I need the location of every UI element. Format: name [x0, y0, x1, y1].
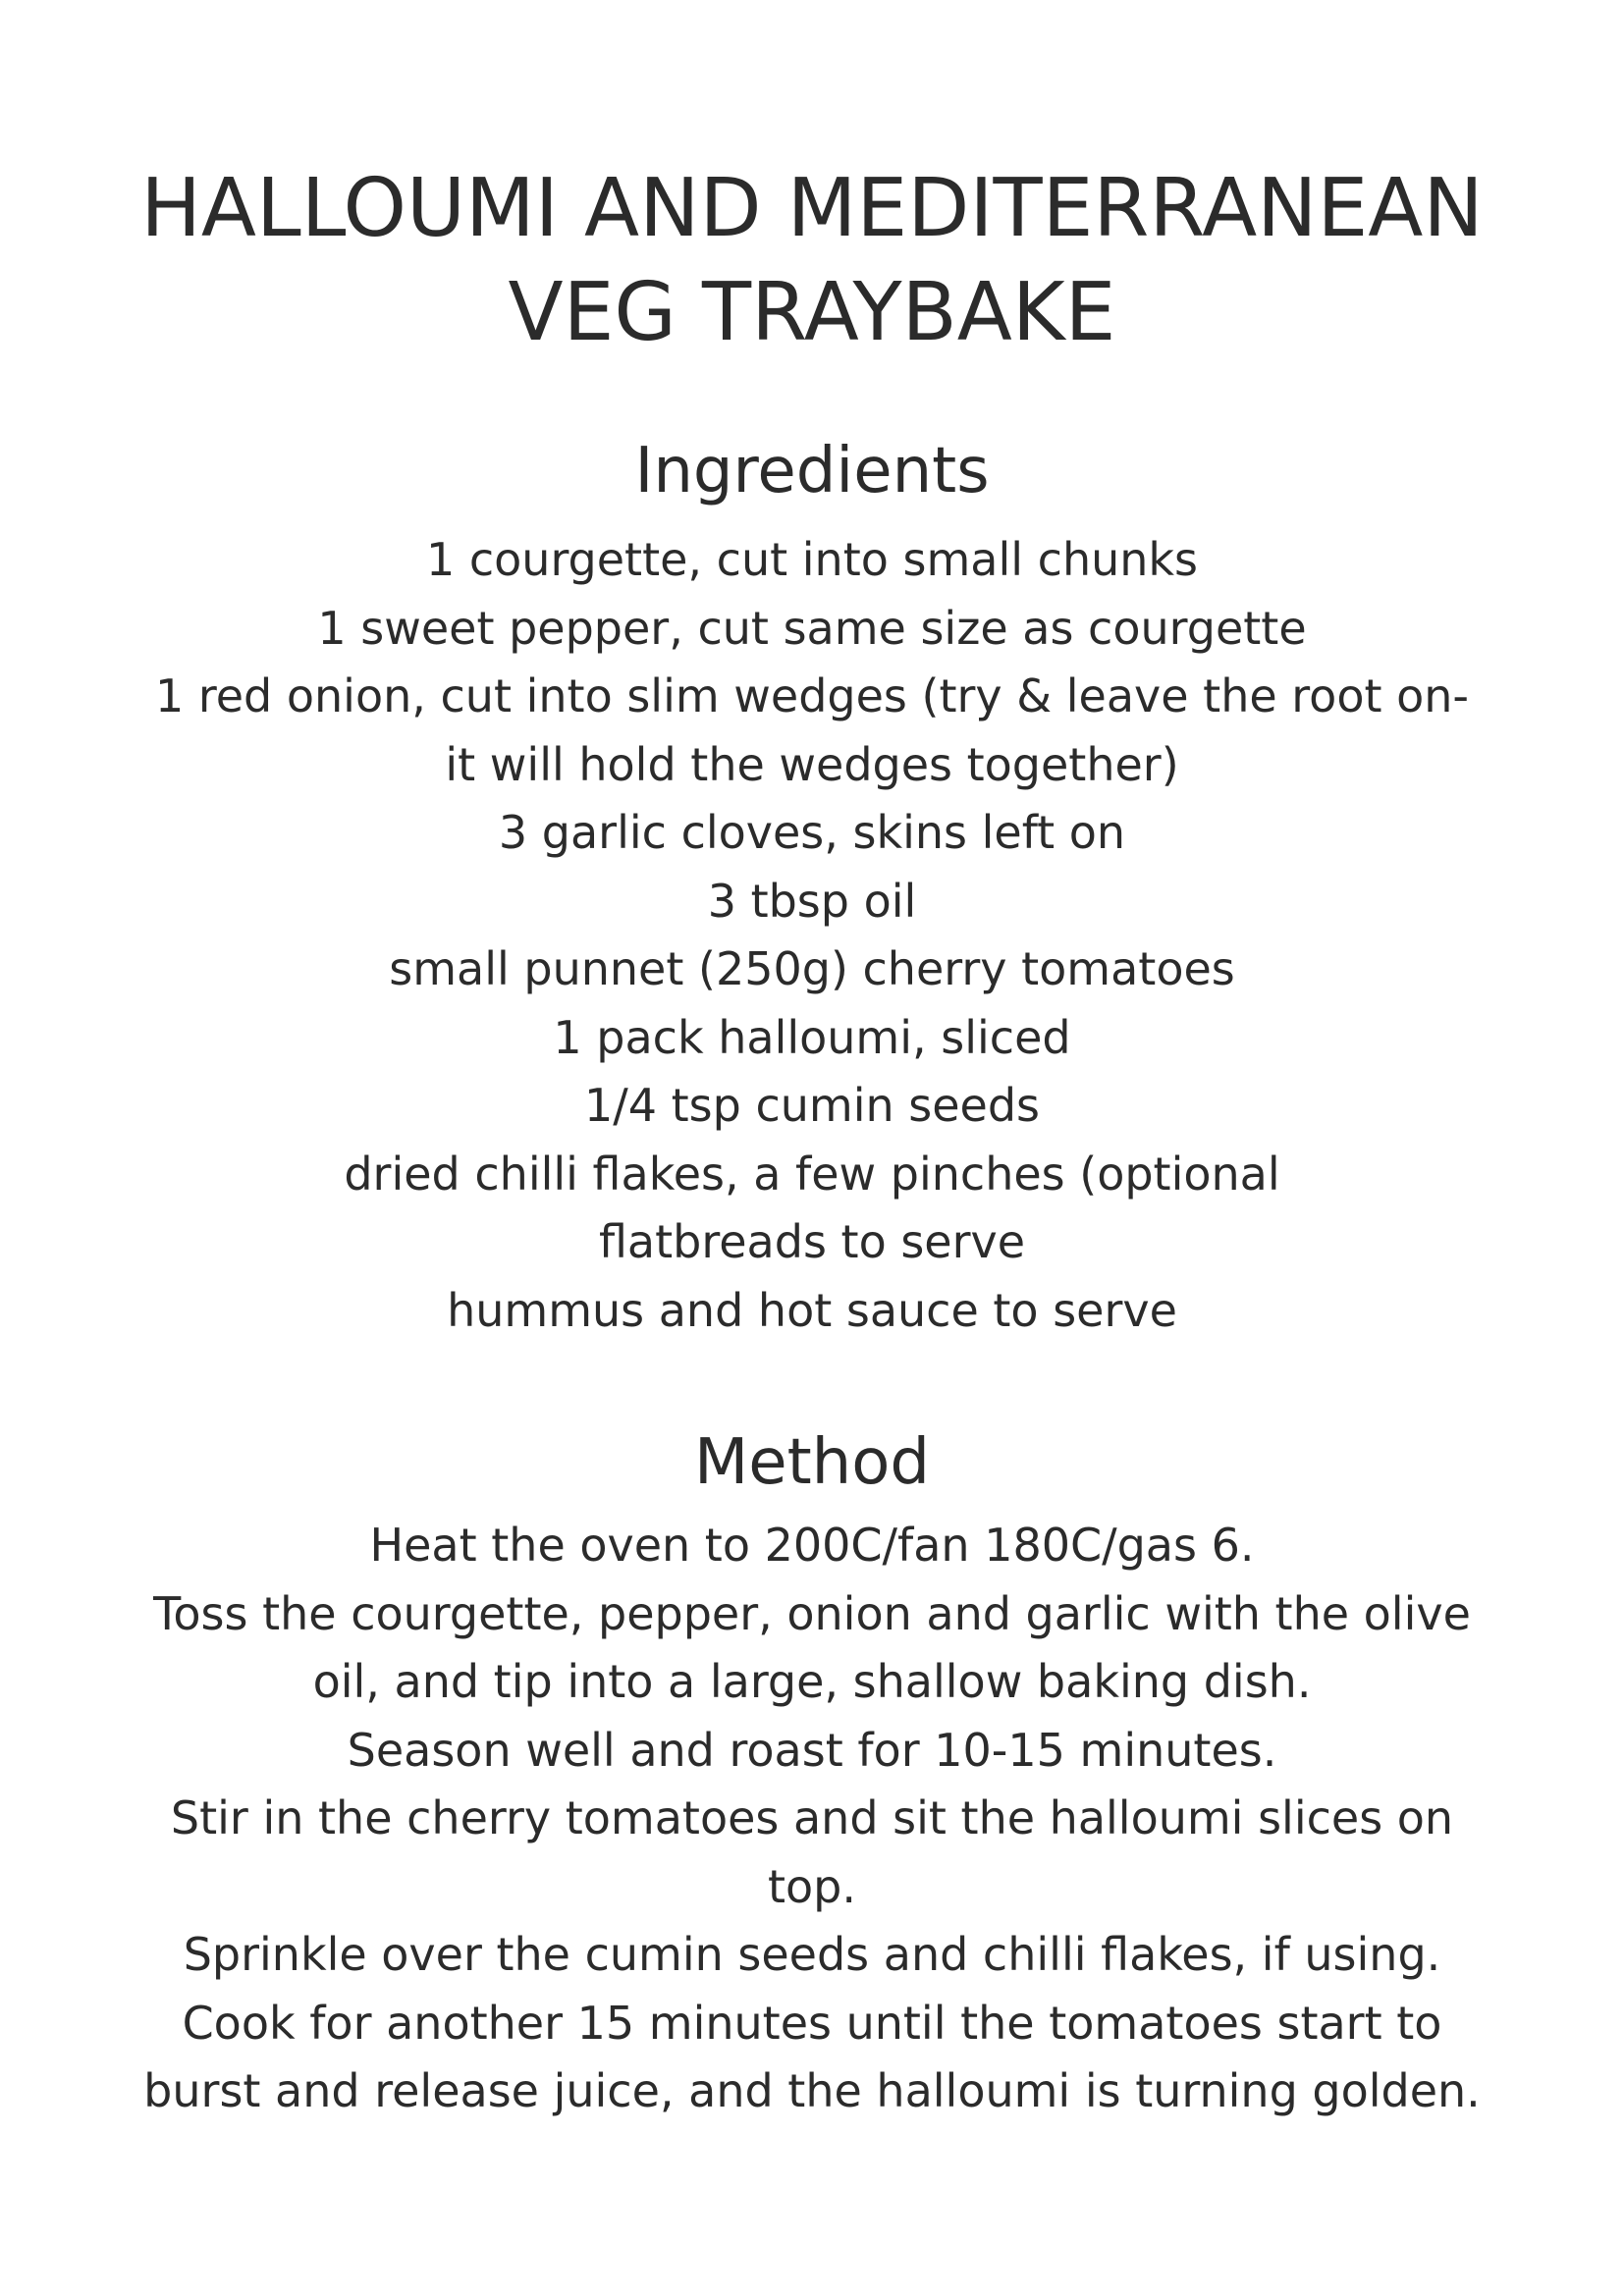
ingredient-line: 3 garlic cloves, skins left on: [498, 806, 1126, 859]
method-line: top.: [767, 1859, 856, 1913]
ingredient-line: 1 red onion, cut into slim wedges (try & leave the root on-: [154, 669, 1470, 722]
ingredient-line: 1/4 tsp cumin seeds: [583, 1079, 1041, 1132]
method-line: Cook for another 15 minutes until the tomatoes start to: [182, 1996, 1442, 2050]
ingredient-line: 1 pack halloumi, sliced: [553, 1010, 1071, 1064]
method-line: burst and release juice, and the halloumi is turning golden.: [143, 2064, 1481, 2117]
method-line: Heat the oven to 200C/fan 180C/gas 6.: [369, 1519, 1255, 1572]
ingredient-line: 3 tbsp oil: [707, 874, 917, 928]
ingredient-line: it will hold the wedges together): [445, 737, 1179, 791]
method-line: Stir in the cherry tomatoes and sit the halloumi slices on: [170, 1791, 1454, 1844]
recipe-title-line-1: HALLOUMI AND MEDITERRANEAN: [140, 162, 1484, 255]
method-line: Sprinkle over the cumin seeds and chilli flakes, if using.: [183, 1928, 1441, 1981]
method-line: Season well and roast for 10-15 minutes.: [347, 1723, 1277, 1777]
recipe-title-line-2: VEG TRAYBAKE: [508, 266, 1116, 359]
ingredient-line: hummus and hot sauce to serve: [447, 1283, 1177, 1337]
method-heading: Method: [693, 1426, 931, 1499]
ingredient-line: 1 sweet pepper, cut same size as courgette: [317, 601, 1307, 655]
method-line: Toss the courgette, pepper, onion and garlic with the olive: [153, 1586, 1471, 1640]
recipe-title: [98, 157, 1526, 365]
method-line: oil, and tip into a large, shallow baking dish.: [312, 1655, 1312, 1708]
ingredients-list: [98, 526, 1526, 1345]
ingredient-line: dried chilli flakes, a few pinches (optional: [344, 1147, 1280, 1201]
ingredient-line: small punnet (250g) cherry tomatoes: [389, 942, 1235, 995]
ingredient-line: 1 courgette, cut into small chunks: [425, 533, 1199, 586]
ingredient-line: flatbreads to serve: [598, 1215, 1026, 1268]
method-list: [98, 1512, 1526, 2126]
ingredients-heading: Ingredients: [634, 435, 990, 507]
